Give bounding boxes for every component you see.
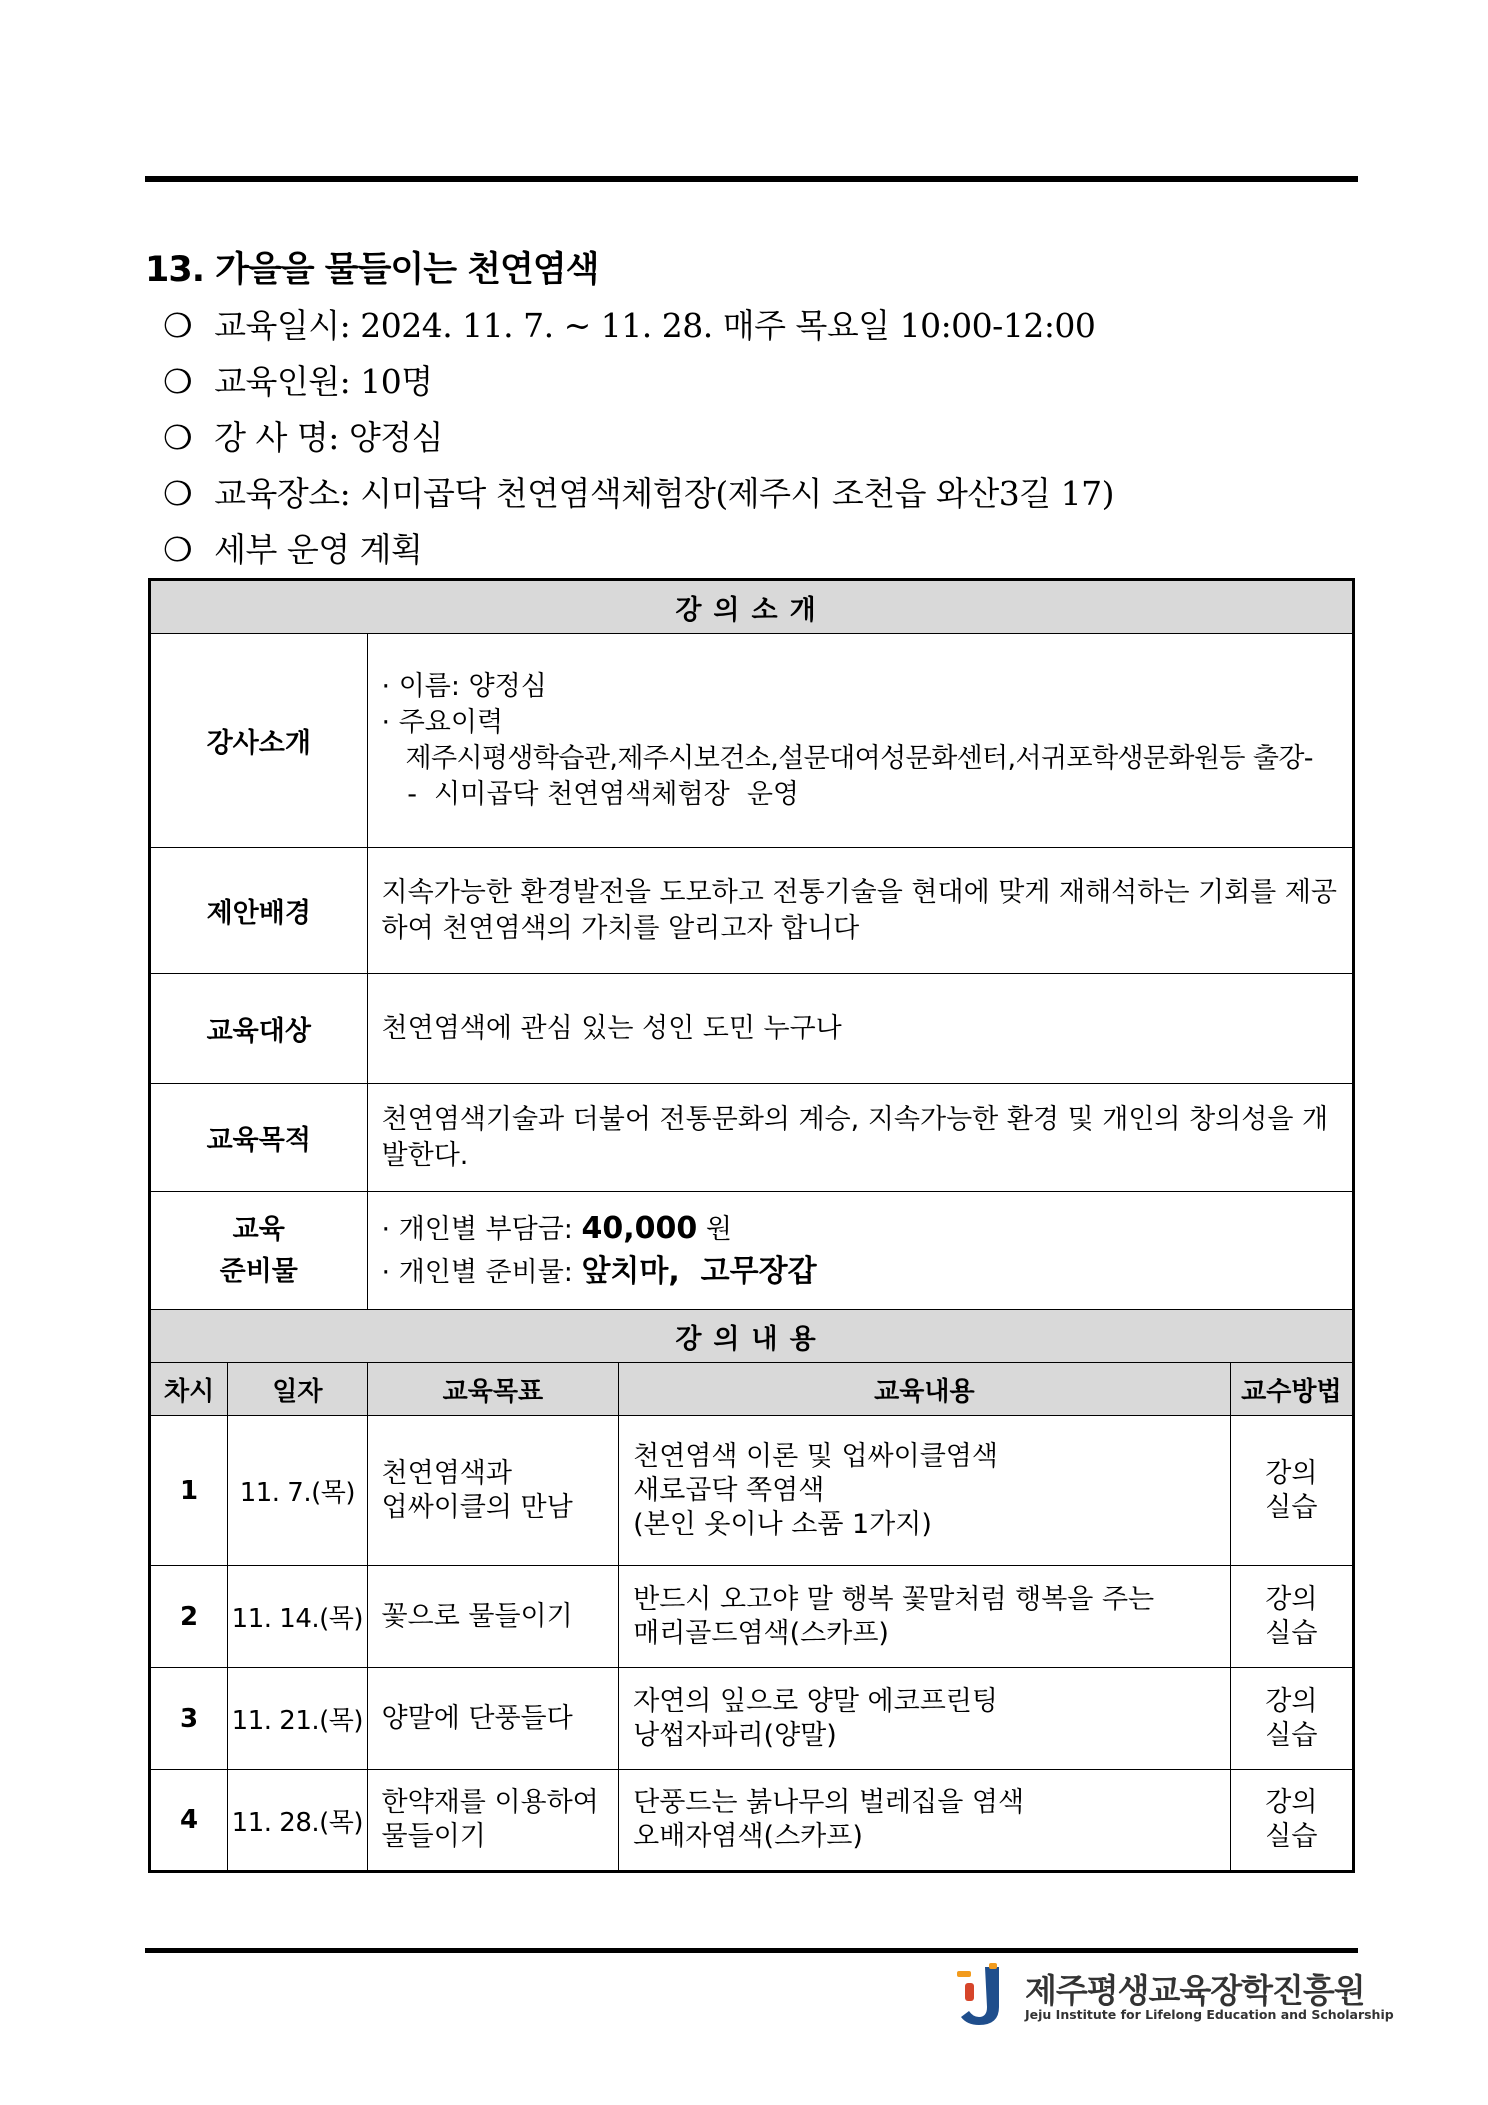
session-content: 천연염색 이론 및 업싸이클염색 새로곱닥 쪽염색 (본인 옷이나 소품 1가지) — [619, 1416, 1231, 1566]
content-header: 강의내용 — [150, 1310, 1354, 1363]
circle-bullet-icon: ❍ — [163, 474, 193, 513]
col-goal: 교육목표 — [367, 1363, 619, 1416]
column-header-row — [150, 1363, 1354, 1416]
session-content: 반드시 오고야 말 행복 꽃말처럼 행복을 주는 매리골드염색(스카프) — [619, 1566, 1231, 1668]
circle-bullet-icon: ❍ — [163, 530, 193, 569]
col-session: 차시 — [150, 1363, 228, 1416]
section-title: 13. 가을을 물들이는 천연염색 — [145, 250, 599, 290]
circle-bullet-icon: ❍ — [163, 306, 193, 345]
session-content: 단풍드는 붉나무의 벌레집을 염색 오배자염색(스카프) — [619, 1770, 1231, 1872]
course-plan-table — [148, 578, 1355, 1873]
session-method: 강의 실습 — [1230, 1416, 1353, 1566]
purpose-label: 교육목적 — [150, 1084, 368, 1192]
session-number: 2 — [150, 1566, 228, 1668]
session-date: 11. 21.(목) — [228, 1668, 367, 1770]
bullet-plan: ❍ 세부 운영 계획 — [163, 522, 1114, 578]
session-number: 4 — [150, 1770, 228, 1872]
intro-header-row — [150, 580, 1354, 634]
col-method: 교수방법 — [1230, 1363, 1353, 1416]
background-label: 제안배경 — [150, 848, 368, 974]
fee-line: · 개인별 부담금: 40,000 원 — [381, 1210, 732, 1246]
instructor-label: 강사소개 — [150, 634, 368, 848]
bullet-instructor: ❍ 강 사 명: 양정심 — [163, 410, 1114, 466]
content-header-row — [150, 1310, 1354, 1363]
org-logo-icon — [955, 1963, 1011, 2029]
session-number: 1 — [150, 1416, 228, 1566]
col-date: 일자 — [228, 1363, 367, 1416]
org-name: 제주평생교육장학진흥원 — [1025, 1971, 1365, 2010]
bullet-capacity: ❍ 교육인원: 10명 — [163, 354, 1114, 410]
session-number: 3 — [150, 1668, 228, 1770]
target-row — [150, 974, 1354, 1084]
top-rule — [145, 176, 1358, 182]
background-row — [150, 848, 1354, 974]
session-method: 강의 실습 — [1230, 1566, 1353, 1668]
table-row — [150, 1770, 1354, 1872]
items-line: · 개인별 준비물: 앞치마, 고무장갑 — [381, 1253, 817, 1289]
session-goal: 한약재를 이용하여 물들이기 — [367, 1770, 619, 1872]
session-goal: 양말에 단풍들다 — [367, 1668, 619, 1770]
info-bullets — [163, 298, 1114, 578]
target-label: 교육대상 — [150, 974, 368, 1084]
prep-row — [150, 1192, 1354, 1310]
session-method: 강의 실습 — [1230, 1668, 1353, 1770]
circle-bullet-icon: ❍ — [163, 418, 193, 457]
col-content: 교육내용 — [619, 1363, 1231, 1416]
intro-header: 강의소개 — [150, 580, 1354, 634]
table-row — [150, 1566, 1354, 1668]
instructor-info: · 이름: 양정심 · 주요이력 제주시평생학습관,제주시보건소,설문대여성문화센터,서귀포학생문화원등 출강- - 시미곱닥 천연염색체험장 운영 — [367, 634, 1353, 848]
table-row — [150, 1416, 1354, 1566]
background-text: 지속가능한 환경발전을 도모하고 전통기술을 현대에 맞게 재해석하는 기회를 제공하여 천연염색의 가치를 알리고자 합니다 — [367, 848, 1353, 974]
target-text: 천연염색에 관심 있는 성인 도민 누구나 — [367, 974, 1353, 1084]
bottom-rule — [145, 1948, 1358, 1953]
purpose-text: 천연염색기술과 더불어 전통문화의 계승, 지속가능한 환경 및 개인의 창의성을 개발한다. — [367, 1084, 1353, 1192]
purpose-row — [150, 1084, 1354, 1192]
circle-bullet-icon: ❍ — [163, 362, 193, 401]
session-goal: 꽃으로 물들이기 — [367, 1566, 619, 1668]
org-logo — [955, 1963, 1394, 2029]
session-date: 11. 14.(목) — [228, 1566, 367, 1668]
session-date: 11. 7.(목) — [228, 1416, 367, 1566]
bullet-schedule: ❍ 교육일시: 2024. 11. 7. ~ 11. 28. 매주 목요일 10:00-12:00 — [163, 298, 1114, 354]
session-content: 자연의 잎으로 양말 에코프린팅 낭썹자파리(양말) — [619, 1668, 1231, 1770]
bullet-location: ❍ 교육장소: 시미곱닥 천연염색체험장(제주시 조천읍 와산3길 17) — [163, 466, 1114, 522]
session-method: 강의 실습 — [1230, 1770, 1353, 1872]
session-date: 11. 28.(목) — [228, 1770, 367, 1872]
prep-info — [367, 1192, 1353, 1310]
org-name-en: Jeju Institute for Lifelong Education and Scholarship — [1025, 2007, 1394, 2022]
prep-label: 교육 준비물 — [150, 1192, 368, 1310]
table-row — [150, 1668, 1354, 1770]
session-goal: 천연염색과 업싸이클의 만남 — [367, 1416, 619, 1566]
instructor-row — [150, 634, 1354, 848]
